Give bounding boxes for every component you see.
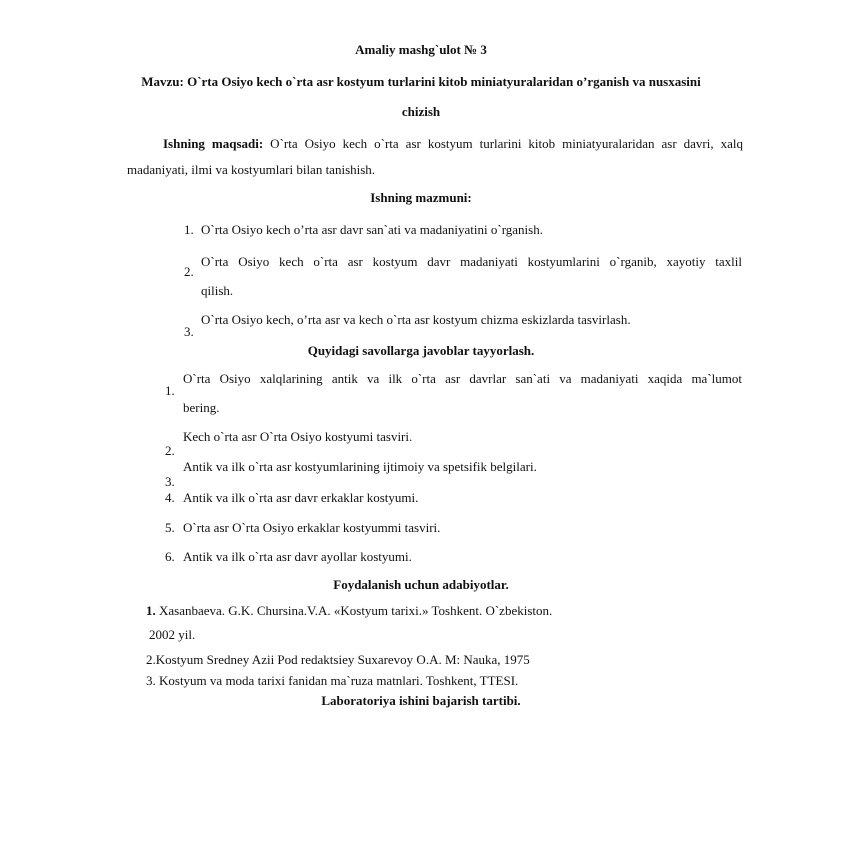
reference-1 <box>146 603 552 619</box>
question-6-number: 6. <box>165 549 175 564</box>
content-item-2-number: 2. <box>184 264 194 279</box>
question-1-text-1: O`rta Osiyo xalqlarining antik va ilk o`rta asr davrlar san`ati va madaniyati xaqida ma`lumot <box>183 371 742 386</box>
lab-heading: Laboratoriya ishini bajarish tartibi. <box>321 693 521 708</box>
question-2-text: Kech o`rta asr O`rta Osiyo kostyumi tasviri. <box>183 429 413 444</box>
reference-2: 2.Kostyum Sredney Azii Pod redaktsiey Suxarevoy O.A. M: Nauka, 1975 <box>146 652 530 667</box>
goal-label: Ishning maqsadi: <box>163 136 264 151</box>
reference-1-text: Xasanbaeva. G.K. Chursina.V.A. «Kostyum tarixi.» Toshkent. O`zbekiston. <box>155 603 553 618</box>
question-2-number: 2. <box>165 443 175 458</box>
question-1-text-2: bering. <box>183 400 220 415</box>
question-5-number: 5. <box>165 520 175 535</box>
content-item-3-number: 3. <box>184 324 194 339</box>
reference-1-number: 1. <box>146 603 156 618</box>
page-title: Amaliy mashg`ulot № 3 <box>355 42 487 57</box>
references-heading: Foydalanish uchun adabiyotlar. <box>333 577 509 592</box>
question-3-number: 3. <box>165 474 175 489</box>
question-1-number: 1. <box>165 383 175 398</box>
topic-line-2: chizish <box>401 104 441 119</box>
content-item-1-number: 1. <box>184 222 194 237</box>
question-3-text: Antik va ilk o`rta asr kostyumlarining ijtimoiy va spetsifik belgilari. <box>183 459 537 474</box>
goal-text-1: O`rta Osiyo kech o`rta asr kostyum turlarini kitob miniatyuralaridan asr davri, xalq <box>263 136 743 151</box>
question-4-text: Antik va ilk o`rta asr davr erkaklar kostyumi. <box>183 490 419 505</box>
question-4-number: 4. <box>165 490 175 505</box>
goal-paragraph-line-1 <box>163 136 743 152</box>
content-item-3-text: O`rta Osiyo kech, o’rta asr va kech o`rta asr kostyum chizma eskizlarda tasvirlash. <box>201 312 631 327</box>
content-item-1-text: O`rta Osiyo kech o’rta asr davr san`ati va madaniyatini o`rganish. <box>201 222 543 237</box>
goal-text-2: madaniyati, ilmi va kostyumlari bilan tanishish. <box>127 162 376 177</box>
content-item-2-text-1: O`rta Osiyo kech o`rta asr kostyum davr madaniyati kostyumlarini o`rganib, xayotiy taxlil <box>201 254 742 269</box>
question-5-text: O`rta asr O`rta Osiyo erkaklar kostyummi tasviri. <box>183 520 441 535</box>
content-item-2-text-2: qilish. <box>201 283 234 298</box>
reference-1-continued: 2002 yil. <box>149 627 196 642</box>
topic-line-1: Mavzu: O`rta Osiyo kech o`rta asr kostyum turlarini kitob miniatyuralaridan o’rganish va nusxasini <box>141 74 701 89</box>
reference-3: 3. Kostyum va moda tarixi fanidan ma`ruza matnlari. Toshkent, TTESI. <box>146 673 519 688</box>
question-6-text: Antik va ilk o`rta asr davr ayollar kostyumi. <box>183 549 412 564</box>
questions-heading: Quyidagi savollarga javoblar tayyorlash. <box>307 343 535 358</box>
content-heading: Ishning mazmuni: <box>370 190 472 205</box>
